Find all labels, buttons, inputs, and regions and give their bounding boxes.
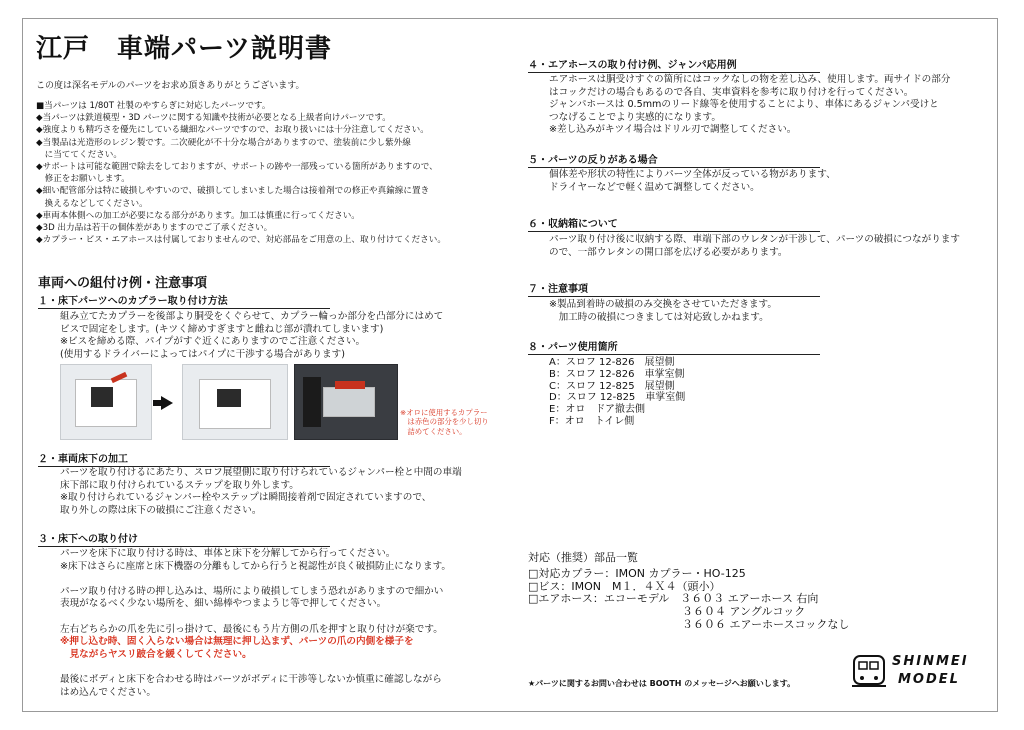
photo-note-line: 詰めてください。 bbox=[400, 426, 467, 436]
sec3-warning: ※押し込む時、固く入らない場合は無理に押し込まず、パーツの爪の内側を様子を bbox=[60, 636, 414, 648]
sec3-text bbox=[60, 548, 451, 699]
note-line: ◆3D 出力品は若干の個体差がありますのでご了承ください。 bbox=[36, 223, 273, 234]
note-line: に当ててください。 bbox=[36, 149, 122, 160]
logo-text-shinmei: SHINMEI bbox=[892, 654, 969, 669]
compat-heading: 対応（推奨）部品一覧 bbox=[528, 551, 638, 564]
note-line: ■当パーツは 1/80T 社製のやすらぎに対応したパーツです。 bbox=[36, 101, 271, 111]
usage-item: B：スロフ 12-826 車掌室側 bbox=[549, 368, 685, 380]
sec8-list bbox=[549, 357, 685, 428]
sec7-line: 加工時の破損につきましては対応致しかねます。 bbox=[549, 311, 769, 323]
usage-item: A：スロフ 12-826 展望側 bbox=[549, 357, 675, 368]
sec7-heading: ７・注意事項 bbox=[528, 280, 820, 297]
photo-note-line: は赤色の部分を少し切り bbox=[400, 417, 489, 427]
sec5-text bbox=[549, 169, 836, 194]
contact-note: ★パーツに関するお問い合わせは BOOTH のメッセージへお願いします。 bbox=[528, 679, 796, 688]
sec1-line: ※ビスを締める際、パイプがすぐ近くにありますのでご注意ください。 bbox=[60, 336, 366, 348]
notes-list bbox=[36, 100, 446, 246]
compat-parts bbox=[528, 552, 849, 632]
sec4-line: はコックだけの場合もあるので各自、実車資料を参考に取り付けを行ってください。 bbox=[549, 86, 914, 98]
sec4-text bbox=[549, 74, 950, 137]
note-line: ◆当パーツは鉄道模型・3D パーツに関する知識や技術が必要となる上級者向けパーツです。 bbox=[36, 113, 391, 124]
arrow-right-icon bbox=[161, 396, 173, 410]
sec2-line: 取り外しの際は床下の破損にご注意ください。 bbox=[60, 504, 262, 516]
photo-note bbox=[400, 408, 489, 436]
sec8-heading: ８・パーツ使用箇所 bbox=[528, 338, 820, 355]
sec6-line: ので、一部ウレタンの開口部を広げる必要があります。 bbox=[549, 246, 788, 258]
note-line: ◆カプラー・ビス・エアホースは付属しておりませんので、対応部品をご用意の上、取り付けてください。 bbox=[36, 235, 446, 246]
usage-item: E：オロ ドア撤去側 bbox=[549, 404, 646, 416]
sec4-line: つなげることでより実感的になります。 bbox=[549, 111, 721, 123]
sec6-line: パーツ取り付け後に収納する際、車端下部のウレタンが干渉して、パーツの破損につながります bbox=[549, 234, 960, 245]
sec3-line bbox=[60, 661, 451, 674]
note-line: ◆強度よりも精巧さを優先にしている繊細なパーツですので、お取り扱いには十分注意してください。 bbox=[36, 125, 429, 136]
sec3-line: パーツを床下に取り付ける時は、車体と床下を分解してから行ってください。 bbox=[60, 548, 396, 559]
compat-line: □エアホース：エコーモデル ３６０３ エアーホース 右向 bbox=[528, 592, 819, 606]
sec7-text bbox=[549, 299, 777, 324]
sec1-line: ビスで固定をします。(キツく締めすぎますと雌ねじ部が潰れてしまいます) bbox=[60, 323, 384, 335]
sec2-line: 床下部に取り付けられているステップを取り外します。 bbox=[60, 479, 299, 491]
sec3-line: パーツ取り付ける時の押し込みは、場所により破損してしまう恐れがありますので細かい bbox=[60, 585, 444, 597]
sec1-line: 組み立てたカプラーを後部より胴受をくぐらせて、カプラー輪っか部分を凸部分にはめて bbox=[60, 311, 444, 322]
sec1-line: (使用するドライバーによってはパイプに干渉する場合があります) bbox=[60, 348, 345, 360]
sec6-text bbox=[549, 234, 960, 259]
intro-text: この度は深名モデルのパーツをお求め頂きありがとうございます。 bbox=[36, 81, 305, 91]
usage-item: D：スロフ 12-825 車掌室側 bbox=[549, 392, 686, 404]
sec3-line: 左右どちらかの爪を先に引っ掛けて、最後にもう片方側の爪を押すと取り付けが楽です。 bbox=[60, 623, 443, 635]
compat-line: □ビス：IMON M１．４Ｘ４（頭小） bbox=[528, 579, 721, 593]
photo-note-line: ※オロに使用するカプラー bbox=[400, 408, 488, 417]
sec6-heading: ６・収納箱について bbox=[528, 215, 820, 232]
sec5-heading: ５・パーツの反りがある場合 bbox=[528, 151, 820, 168]
note-line: 換えるなどしてください。 bbox=[36, 198, 148, 209]
sec1-text bbox=[60, 311, 443, 361]
sec4-line: エアホースは胴受けすぐの箇所にはコックなしの物を差し込み、使用します。両サイドの部分 bbox=[549, 74, 951, 85]
sec2-heading: ２・車両床下の加工 bbox=[38, 450, 330, 467]
sec3-heading: ３・床下への取り付け bbox=[38, 530, 330, 547]
compat-line: ３６０４ アングルコック bbox=[528, 605, 806, 619]
sec2-text bbox=[60, 467, 462, 517]
sec3-warning: 見ながらヤスリ跛合を緩くしてください。 bbox=[60, 648, 252, 660]
note-line: ◆サポートは可能な範囲で除去をしておりますが、サポートの跡や一部残っている箇所がありますので、 bbox=[36, 162, 438, 173]
compat-line: □対応カプラー：IMON カプラー・HO-125 bbox=[528, 566, 746, 580]
sec4-heading: ４・エアホースの取り付け例、ジャンパ応用例 bbox=[528, 56, 820, 73]
sec5-line: ドライヤーなどで軽く温めて調整してください。 bbox=[549, 181, 760, 193]
sec7-line: ※製品到着時の破損のみ交換をさせていただきます。 bbox=[549, 299, 777, 310]
photo-coupler-after bbox=[182, 364, 288, 440]
note-line: ◆細い配管部分は特に破損しやすいので、破損してしまいました場合は接着剤での修正や真鍮線に置き bbox=[36, 186, 430, 197]
page-title: 江戸 車端パーツ説明書 bbox=[36, 34, 332, 64]
sec5-line: 個体差や形状の特性によりパーツ全体が反っている物があります、 bbox=[549, 169, 836, 180]
usage-item: F：オロ トイレ側 bbox=[549, 415, 635, 427]
sec3-final: 最後にボディと床下を合わせる時はパーツがボディに干渉等しないか慎重に確認しながら bbox=[60, 673, 442, 685]
sec2-line: ※取り付けられているジャンパー栓やステップは瞬間接着剤で固定されていますので、 bbox=[60, 492, 432, 504]
photo-coupler-before bbox=[60, 364, 152, 440]
sec2-line: パーツを取り付けるにあたり、スロフ展望側に取り付けられているジャンパー栓と中間の車端 bbox=[60, 467, 462, 478]
note-line: ◆当製品は光造形のレジン製です。二次硬化が不十分な場合がありますので、塗装前に少し紫外線 bbox=[36, 137, 411, 148]
sec3-line: 表現がなるべく少ない場所を、細い綿棒やつまようじ等で押してください。 bbox=[60, 598, 387, 610]
sec3-final: はめ込んでください。 bbox=[60, 686, 156, 698]
usage-item: C：スロフ 12-825 展望側 bbox=[549, 380, 675, 392]
sec3-line bbox=[60, 611, 451, 624]
compat-line: ３６０６ エアーホースコックなし bbox=[528, 617, 850, 631]
note-line: ◆車両本体側への加工が必要になる部分があります。加工は慎重に行ってください。 bbox=[36, 210, 360, 221]
sec4-line: ※差し込みがキツイ場合はドリル刃で調整してください。 bbox=[549, 124, 797, 136]
sec3-line: ※床下はさらに座席と床下機器の分離もしてから行うと視認性が良く破損防止になります。 bbox=[60, 560, 452, 572]
sec4-line: ジャンパホースは 0.5mmのリード線等を使用することにより、車体にあるジャンパ受けと bbox=[549, 99, 939, 111]
sec1-heading: １・床下パーツへのカプラー取り付け方法 bbox=[38, 292, 330, 309]
section-heading: 車両への組付け例・注意事項 bbox=[38, 276, 208, 291]
logo-text-model: MODEL bbox=[898, 672, 960, 687]
photo-coupler-closeup bbox=[294, 364, 398, 440]
sec3-line bbox=[60, 573, 451, 586]
note-line: 修正をお願いします。 bbox=[36, 174, 130, 185]
